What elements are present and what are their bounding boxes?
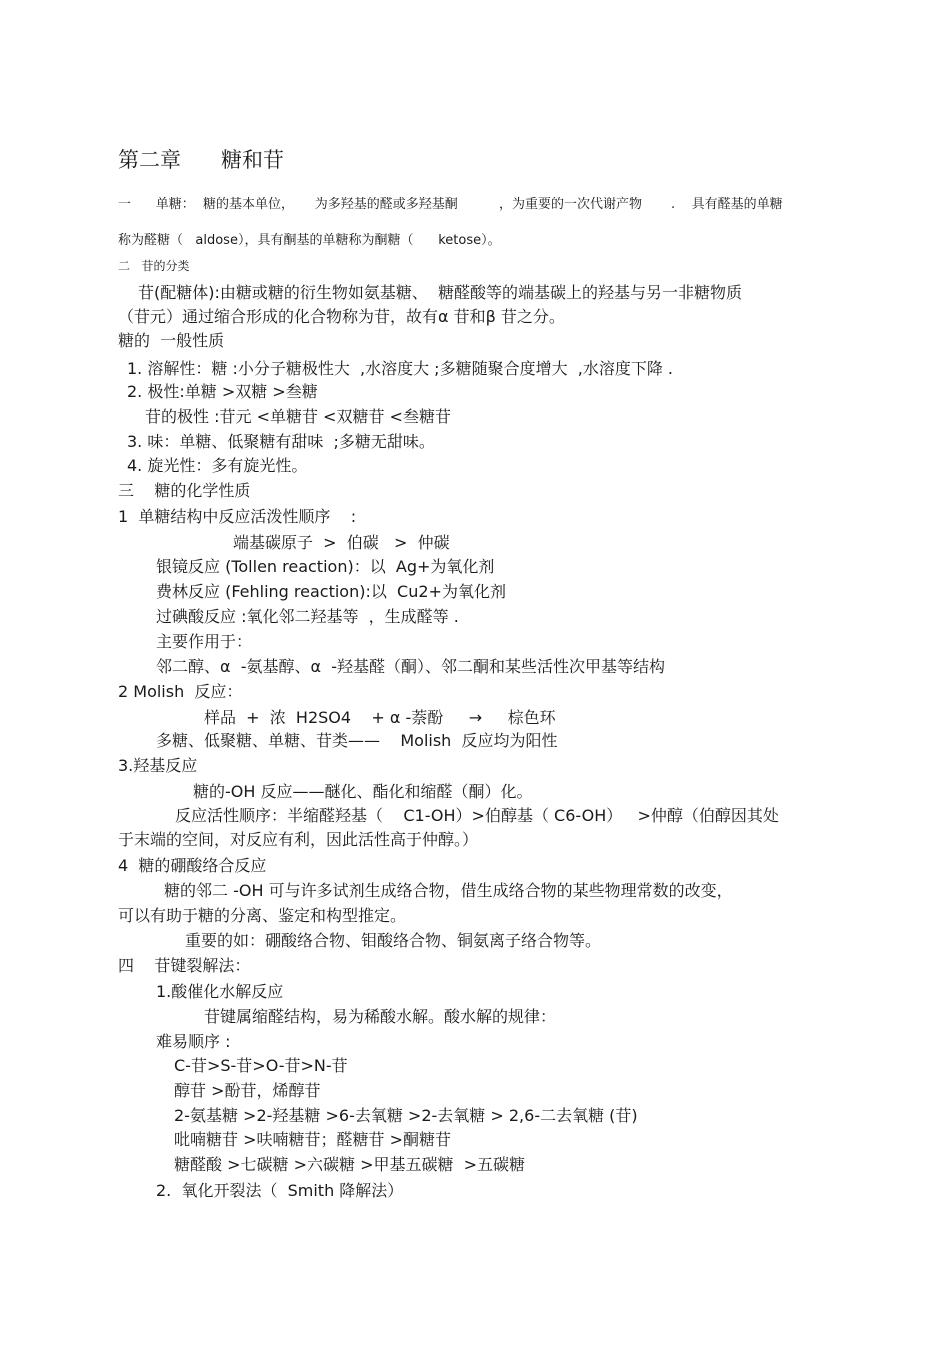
general-property-solubility: 1. 溶解性：糖 :小分子糖极性大 ,水溶度大 ;多糖随聚合度增大 ,水溶度下降 . xyxy=(127,359,673,378)
borate-complex-heading: 4 糖的硼酸络合反应 xyxy=(118,856,267,875)
hydroxyl-reaction-heading: 3.羟基反应 xyxy=(118,756,198,775)
general-property-optical-rotation: 4. 旋光性：多有旋光性。 xyxy=(127,456,308,475)
hydroxyl-reaction-line-1: 糖的-OH 反应——醚化、酯化和缩醛（酮）化。 xyxy=(193,782,533,801)
page-title: 第二章 糖和苷 xyxy=(118,148,285,172)
glycosidic-cleavage-heading: 四 苷键裂解法： xyxy=(118,956,251,975)
hydroxyl-reaction-line-2: 反应活性顺序：半缩醛羟基（ C1-OH）>伯醇基（ C6-OH） >仲醇（伯醇因其处 xyxy=(175,806,779,825)
glycoside-definition-line-1: 苷(配糖体):由糖或糖的衍生物如氨基糖、 糖醛酸等的端基碳上的羟基与另一非糖物质 xyxy=(138,283,743,302)
glycoside-classification-heading: 二 苷的分类 xyxy=(118,259,190,273)
difficulty-order-4: 吡喃糖苷 >呋喃糖苷；醛糖苷 >酮糖苷 xyxy=(174,1130,451,1149)
difficulty-order-heading: 难易顺序 : xyxy=(156,1032,231,1051)
main-action-label: 主要作用于： xyxy=(156,632,253,651)
molish-equation: 样品 + 浓 H2SO4 + α -萘酚 → 棕色环 xyxy=(204,708,556,727)
difficulty-order-5: 糖醛酸 >七碳糖 >六碳糖 >甲基五碳糖 >五碳糖 xyxy=(174,1155,526,1174)
borate-complex-line-3: 重要的如：硼酸络合物、钼酸络合物、铜氨离子络合物等。 xyxy=(185,931,602,950)
general-property-taste: 3. 味：单糖、低聚糖有甜味 ;多糖无甜味。 xyxy=(127,432,435,451)
glycoside-polarity-order: 苷的极性 :苷元 <单糖苷 <双糖苷 <叁糖苷 xyxy=(145,407,451,426)
oxidative-cleavage-heading: 2. 氧化开裂法（ Smith 降解法） xyxy=(156,1181,404,1200)
molish-note: 多糖、低聚糖、单糖、苷类—— Molish 反应均为阳性 xyxy=(156,731,558,750)
reactivity-order-heading: 1 单糖结构中反应活泼性顺序 : xyxy=(118,507,357,526)
molish-heading: 2 Molish 反应： xyxy=(118,682,243,701)
borate-complex-line-1: 糖的邻二 -OH 可与许多试剂生成络合物，借生成络合物的某些物理常数的改变， xyxy=(164,881,733,900)
periodate-reaction: 过碘酸反应 :氧化邻二羟基等 ，生成醛等 . xyxy=(156,607,459,626)
glycoside-definition-line-2: （苷元）通过缩合形成的化合物称为苷，故有α 苷和β 苷之分。 xyxy=(118,307,565,326)
general-properties-heading: 糖的 一般性质 xyxy=(118,331,225,350)
difficulty-order-2: 醇苷 >酚苷，烯醇苷 xyxy=(174,1081,321,1100)
reactivity-order: 端基碳原子 > 伯碳 > 仲碳 xyxy=(233,533,450,552)
general-property-polarity: 2. 极性:单糖 >双糖 >叁糖 xyxy=(127,382,318,401)
fehling-reaction: 费林反应 (Fehling reaction):以 Cu2+为氧化剂 xyxy=(156,582,506,601)
monosaccharide-line-2: 称为醛糖（ aldose），具有酮基的单糖称为酮糖（ ketose）。 xyxy=(118,233,501,248)
hydroxyl-reaction-line-3: 于末端的空间，对反应有利，因此活性高于仲醇。） xyxy=(118,830,479,849)
tollen-reaction: 银镜反应 (Tollen reaction)：以 Ag+为氧化剂 xyxy=(156,557,495,576)
monosaccharide-line-1: 一 单糖： 糖的基本单位， 为多羟基的醛或多羟基酮 ，为重要的一次代谢产物 . 具有醛基的单糖 xyxy=(118,197,783,212)
borate-complex-line-2: 可以有助于糖的分离、鉴定和构型推定。 xyxy=(118,906,407,925)
difficulty-order-1: C-苷>S-苷>O-苷>N-苷 xyxy=(174,1056,348,1075)
acid-hydrolysis-line-1: 苷键属缩醛结构，易为稀酸水解。酸水解的规律： xyxy=(204,1007,557,1026)
acid-hydrolysis-heading: 1.酸催化水解反应 xyxy=(156,982,284,1001)
difficulty-order-3: 2-氨基糖 >2-羟基糖 >6-去氧糖 >2-去氧糖 > 2,6-二去氧糖 (苷) xyxy=(174,1106,638,1125)
chemical-properties-heading: 三 糖的化学性质 xyxy=(118,481,251,500)
main-action-targets: 邻二醇、α -氨基醇、α -羟基醛（酮）、邻二酮和某些活性次甲基等结构 xyxy=(156,657,665,676)
